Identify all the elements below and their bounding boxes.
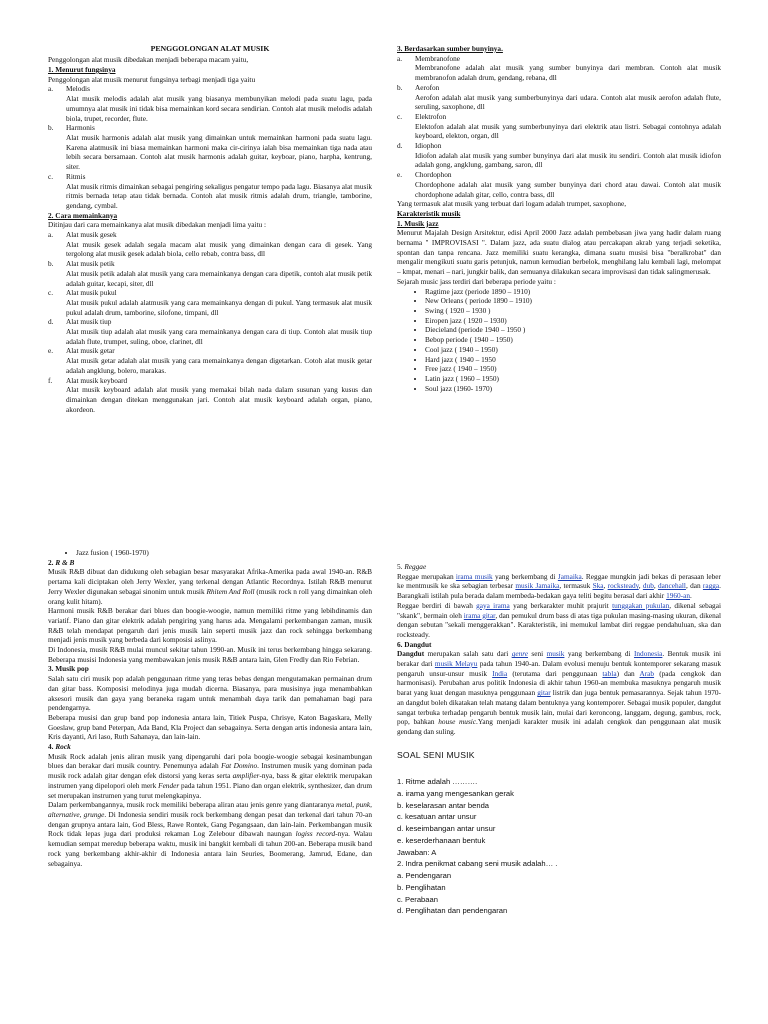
list-item: • Cool jazz ( 1940 – 1950) (425, 345, 721, 355)
inline-link[interactable]: tunggakan pukulan (612, 600, 670, 610)
list-item: • Soul jazz (1960- 1970) (425, 384, 721, 394)
text-run: , termasuk (559, 581, 593, 591)
text-run: house music (438, 717, 477, 727)
list-item-name: Ritmis (66, 171, 86, 181)
list-item-text: Alat musik melodis adalah alat musik yang biasanya membunyikan melodi pada suatu lagu, pada umumnya alat musik ini tidak bisa memainkan kord secara sendirian. Contoh alat musik melodis adalah biola, trupet, recorder, flute. (66, 94, 372, 123)
quiz-line: 2. Indra penikmat cabang seni musik adalah… . (397, 859, 558, 869)
inline-link[interactable]: Arab (639, 668, 655, 678)
list-item (397, 170, 721, 180)
text-run: , dikenal sebagai "skank", bermain oleh (397, 600, 721, 620)
list-item-name: Aerofon (415, 82, 440, 92)
list-marker: c. (397, 111, 403, 121)
text-run: Dangdut (397, 649, 425, 659)
inline-link[interactable]: dancehall (657, 581, 686, 591)
list-item-text: Alat musik ritmis dimainkan sebagai pengiring sekaligus pengatur tempo pada lagu. Biasanya alat musik ritmis bernada tetap atau tidak bernada. Contoh alat musik ritmis adalah drum, triangle, tamborine, gendang, cymbal. (66, 181, 372, 210)
list-item-name: Chordophon (415, 170, 452, 180)
inline-link[interactable]: musik Melayu (434, 659, 478, 669)
list-marker: e. (48, 346, 54, 356)
list-item: • Jazz fusion ( 1960-1970) (76, 548, 372, 558)
jazz-periods-intro: Sejarah music jass terdiri dari beberapa periode yaitu : (397, 276, 556, 286)
quiz-line: e. keserderhanaan bentuk (397, 835, 486, 845)
list-item-text: Alat musik petik adalah alat musik yang cara memainkanya dengan cara dipetik, contoh alat musik petik adalah guitar, kecapi, siter, dll (66, 268, 372, 288)
text-run: pada tahun 1940-an. Dalam evolusi menuju bentuk kontemporer sekarang masuk pengaruh unsur-unsur musik (397, 659, 721, 678)
list-item-text: Elektofon adalah alat musik yang sumberbunyinya dari elektrik atau listri. Sebagai contohnya adalah keyboard, elekton, organ, dll (415, 121, 721, 141)
list-marker: b. (397, 82, 403, 92)
list-item: • Latin jazz ( 1960 – 1950) (425, 374, 721, 384)
text-run: .Yang menjadi karakter musik ini adalah cengkok dan penggunaan alat musik gendang dan suling. (397, 717, 721, 736)
rock-paragraph-2: Dalam perkembangannya, musik rock memiliki beberapa aliran atau jenis genre yang diantaranya metal, punk, alternative, grunge. Di Indonesia sendiri musik rock berkembang dengan pesat dan terkenal dari tahun 70-an dengan grupnya antara lain, God Bless, Rawe Rontek, Gang Pegangsaan, dan lain-lain. Perkembangan musik Rock tidak lepas juga dari produksi rekaman Log Zelebour dibawah naungan logiss record-nya. Walau kemudian sempat meredup beberapa waktu, musik ini bangkit kembali di tahun 200-an. Beberapa musik band rock yang berkembang akhir-akhir di Indonesia antara lain Seuries, Boomerang, Jamrud, Edane, dan sebagainya. (48, 800, 372, 868)
jazz-paragraph: Menurut Majalah Design Arsitektur, edisi April 2000 Jazz adalah pembebasan jiwa yang hadir dalam ruang bernama " IMPROVISASI ". Dalam jazz, ada suatu dialog atau percakapan akrab yang terjadi seketika, spontan dan tanpa rencana. Jazz memiliki suatu kerangka, dimana suatu musisi bisa "beralkrobat" dan mengalir mengikuti suatu garis petunjuk, namun kemudian berbelok, menghilang lalu kembali lagi, melompat – kmpat, menari – nari, jungkir balik, dan semuanya dilakukan secara improvisasi dan tidak salingmerusak. (397, 228, 721, 277)
quiz-line: 1. Ritme adalah ………. (397, 776, 478, 786)
list-item (48, 346, 372, 356)
list-item-text: Alat musik tiup adalah alat musik yang cara memainkanya dengan cara di tiup. Contoh alat musik tiup adalah flute, trumpet, suling, oboe, clarinet, dll (66, 327, 372, 346)
text-run: yang berkarakter muhit prajurit (509, 600, 613, 610)
list-item-text: Idiofon adalah alat musik yang sumber bunyinya dari alat musik itu sendiri. Contoh alat musik idiofon adalah gong, angklung, gambang, saron, dll (415, 150, 721, 170)
section-heading: Karakteristik musik (397, 208, 461, 218)
list-item: • Hard jazz ( 1940 – 1950 (425, 355, 721, 365)
list-item-text: Alat musik getar adalah alat musik yang cara memainkanya dengan digetarkan. Cotoh alat musik getar adalah angklung, bolero, marakas. (66, 356, 372, 375)
list-item-text: Alat musik harmonis adalah alat musik yang dimainkan untuk memainkan harmoni pada suatu lagu. Karena alatmusik ini biasa memainkan harmoni maka cir-cirinya ialah bisa memainkan tiga nada atau lebih secara bersamaan. Contoh alat musik harmonis adalah guitar, keyboar, piano, harpha, kentrung, siter. (66, 132, 372, 172)
text-run: seni (528, 649, 547, 659)
inline-link[interactable]: 1960-an (666, 591, 690, 601)
list-item-name: Alat musik keyboard (66, 375, 128, 385)
column-1 (48, 44, 372, 500)
list-marker: d. (48, 317, 54, 327)
list-item (397, 83, 721, 93)
list-item: • Swing ( 1920 – 1930 ) (425, 306, 721, 316)
text-run: merupakan salah satu dari (424, 649, 512, 659)
text-run: . Reggae mungkin jadi bekas di perasaan leber ke mentmusik ke ska sebagian terbesar (397, 571, 721, 591)
inline-link[interactable]: Ska (592, 581, 604, 591)
column-2 (397, 44, 721, 500)
inline-link[interactable]: irama musik (455, 571, 493, 581)
list-marker: a. (48, 84, 54, 94)
inline-link[interactable]: musik (546, 649, 565, 659)
list-item (397, 54, 721, 64)
list-item-name: Alat musik tiup (66, 317, 112, 327)
list-item-text: Aerofon adalah alat musik yang sumberbunyinya dari udara. Contoh alat musik aerofon adalah flute, seruling, saxophone, dll (415, 92, 721, 112)
list-item (48, 230, 372, 240)
list-item: • Eiropen jazz ( 1920 – 1930) (425, 316, 721, 326)
list-item (48, 84, 372, 94)
list-item (48, 317, 372, 327)
section-heading: 3. Berdasarkan sumber bunyinya. (397, 44, 503, 53)
subsection-heading: 1. Musik jazz (397, 218, 439, 228)
text-run: (terutama dari penggunaan (507, 668, 603, 678)
text-run: . Barangkali istilah pula berada dalam membeda-bedakan gaya teliti begitu berasal dari akhir (397, 581, 721, 601)
inline-link[interactable]: genre (511, 649, 529, 659)
text-run: , (638, 581, 643, 591)
list-item-text: Alat musik pukul adalah alatmusik yang cara memainkanya dengan di pukul. Yang termasuk alat musik pukul adalah drum, tamborine, silofone, timpani, dll (66, 297, 372, 317)
inline-link[interactable]: dub (642, 581, 654, 591)
quiz-line: a. Pendengaran (397, 871, 452, 881)
list-item-text: Chordophone adalah alat musik yang sumber bunyinya dari chord atau dawai. Contoh alat musik chordophone adalah gitar, cello, contra bass, dll (415, 179, 721, 199)
document-title: PENGGOLONGAN ALAT MUSIK (150, 44, 270, 53)
subsection-heading: 5. Reggae (397, 562, 427, 571)
subsection-heading: 3. Musik pop (48, 664, 89, 674)
quiz-line: d. Penglihatan dan pendengaran (397, 906, 508, 916)
text-run: , (603, 581, 608, 591)
quiz-line: c. kesatuan antar unsur (397, 812, 477, 822)
list-item: • Diecieland (periode 1940 – 1950 ) (425, 325, 721, 335)
sound-source-list (397, 54, 721, 200)
text-run: yang berkembang di (564, 649, 634, 659)
quiz-line: b. Penglihatan (397, 882, 446, 892)
list-item-name: Alat musik pukul (66, 288, 117, 298)
jazz-fusion-list (48, 548, 372, 558)
text-run: . (690, 591, 692, 601)
list-item-text: Alat musik keyboard adalah alat musik yang memakai bilah nada dalam susunan yang kusus dan dimainkan dengan ditekan menggunakan jari. Contoh alat musik keyboard adalah organ, piano, akordeon. (66, 385, 372, 414)
inline-link[interactable]: musik Jamaika (515, 581, 560, 591)
text-run: Reggae berdiri di bawah (397, 600, 477, 610)
reggae-paragraph-1 (397, 572, 721, 601)
list-item (48, 376, 372, 386)
text-run: Reggae merupakan (397, 571, 456, 581)
list-item-name: Membranofone (415, 53, 460, 63)
list-item-name: Idiophon (415, 141, 442, 151)
list-marker: c. (48, 171, 54, 181)
inline-link[interactable]: irama gitar (463, 610, 496, 620)
quiz-lines (397, 776, 721, 917)
inline-link[interactable]: rocksteady (607, 581, 639, 591)
subsection-heading: 2. R & B (48, 557, 75, 567)
jazz-period-list (397, 287, 721, 394)
list-item-name: Alat musik petik (66, 259, 115, 269)
inline-link[interactable]: gitar (537, 688, 551, 698)
section-heading: 2. Cara memainkanya (48, 210, 118, 220)
text-run: listrik dan juga bentuk pemasarannya. Sejak tahun 1970-an dangdut boleh dikatakan telah matang dalam bentuknya yang kontemporer. Sebagai musik populer, dangdut sangat terbuka terhadap pengaruh bentuk musik lain, mulai dari keroncong, langgam, degung, gambus, rock, pop, bahkan (397, 688, 721, 727)
list-item-text: Membranofone adalah alat musik yang sumber bunyinya dari membran. Contoh alat musik membranofon adalah drum, gendang, rebana, dll (415, 63, 721, 83)
inline-link[interactable]: tabla (602, 668, 617, 678)
list-marker: e. (397, 170, 403, 180)
list-item: • Bebop periode ( 1940 – 1950) (425, 335, 721, 345)
text-run: , (653, 581, 658, 591)
pop-paragraph-2: Beberapa musisi dan grup band pop indonesia antara lain, Titiek Puspa, Chrisye, Katon Bagaskara, Melly Goeslaw, grup band Peterpan, Ada Band, Kla Project dan sebagainya. Serta dengan artis indonesia antara lain, Kris dayanti, Ari laso, Ruth Sahanaya, dan lain-lain. (48, 712, 372, 742)
subsection-heading: 4. Rock (48, 742, 71, 752)
subsection-heading: 6. Dangdut (397, 639, 432, 649)
rb-paragraph-2: Harmoni musik R&B berakar dari blues dan boogie-woogie, namun memiliki ritme yang lebihdinamis dan variatif. Piano dan gitar elektrik adalah pengiring yang harus ada. Mengalami perkembangan zaman, musik R&B telah mendapat pengaruh dari jenis musik lain seperti musik jazz dan rock sehingga berkembang menjadi jenis musik yang berbeda dari komposisi aslinya. (48, 606, 372, 645)
list-item-name: Alat musik gesek (66, 230, 117, 240)
list-item: • Ragtime jazz (periode 1890 – 1910) (425, 287, 721, 297)
list-item (397, 141, 721, 151)
function-list (48, 84, 372, 210)
list-marker: d. (397, 141, 403, 151)
column-4 (397, 562, 721, 1002)
quiz-line: b. keselarasan antar benda (397, 800, 490, 810)
quiz-line: Jawaban: A (397, 847, 437, 857)
list-marker: c. (48, 288, 54, 298)
text-run: ) dan (616, 668, 640, 678)
list-item-name: Harmonis (66, 123, 95, 133)
list-marker: a. (397, 53, 403, 63)
list-item (48, 123, 372, 133)
list-item (48, 172, 372, 182)
metal-note: Yang termasuk alat musik yang terbuat dari logam adalah trumpet, saxophone, (397, 199, 627, 209)
reggae-paragraph-2 (397, 601, 721, 640)
section-intro: Ditinjau dari cara memainkanya alat musik dibedakan menjadi lima yaitu : (48, 220, 267, 230)
quiz-line: c. Perabaan (397, 894, 438, 904)
list-item-name: Elektrofon (415, 111, 447, 121)
inline-link[interactable]: ragga (702, 581, 720, 591)
list-marker: b. (48, 259, 54, 269)
inline-link[interactable]: gaya irama (476, 600, 510, 610)
list-item-name: Alat musik getar (66, 346, 115, 356)
list-item (48, 259, 372, 269)
inline-link[interactable]: Indonesia (633, 649, 663, 659)
quiz-section (397, 749, 721, 918)
intro-text: Penggolongan alat musik dibedakan menjadi beberapa macam yaitu, (48, 55, 249, 65)
text-run: , dan (685, 581, 703, 591)
text-run: , dan pemukul drum bass di atas tiga pukulan masing-masing ukuran, dikenal dengan sebutan "sekali menggerakkan". Karakteristik, ini memukul lambat diri reggae pendahuluan, ska dan rocksteady. (397, 610, 721, 639)
list-marker: f. (48, 375, 53, 385)
section-intro: Penggolongan alat musik menurut fungsinya terbagi menjadi tiga yaitu (48, 74, 256, 84)
rb-paragraph-1: Musik R&B dibuat dan didukung oleh sebagian besar masyarakat Afrika-Amerika pada awal 1940-an. R&B pertama kali diciptakan oleh Jerry Wexler, yang terkenal dengan Atlantic Recordnya. Istilah R&B menurut Jerry Wexler digunakan sebagai sinonim untuk musik Rhitem And Roll (musik rock n roll yang dimainkan oleh orang kulit hitam). (48, 567, 372, 606)
list-item (48, 288, 372, 298)
list-item (397, 112, 721, 122)
list-item-name: Melodis (66, 84, 90, 94)
list-item: • Free jazz ( 1940 – 1950) (425, 364, 721, 374)
text-run: . Bentuk musik ini berakar dari (397, 649, 721, 669)
quiz-line: a. irama yang mengesankan gerak (397, 788, 514, 798)
pop-paragraph-1: Salah satu ciri musik pop adalah penggunaan ritme yang teras bebas dengan mengutamakan permainan drum dan gitar bass. Komposisi melodinya juga mudah dicerna. Biasanya, para musisinya juga menambahkan aksesori musik dan gaya yang beraneka ragam untuk menambah daya tarik dan pemahaman bagi para pendengarnya. (48, 674, 372, 713)
text-run: (pada cengkok dan harmonisasi). Perubahan arus politik Indonesia di akhir tahun 1960-an membuka masuknya pengaruh musik barat yang kuat dengan masuknya penggunaan (397, 668, 721, 698)
rock-paragraph-1: Musik Rock adalah jenis aliran musik yang dipengaruhi dari pola boogie-woogie sebagai kesinambungan blues dan berakar dari musik country. Penemunya adalah Fat Domino. Instrumen musik yang dominan pada musik rock adalah gitar dengan efek distorsi yang keras serta amplifier-nya, bass & gitar elektrik merupakan instrumen yang dipelopori oleh merk Fender pada tahun 1951. Piano dan organ elektrik, synthesizer, dan drum set merupakan instrumen yang turut melengkapinya. (48, 751, 372, 800)
column-3 (48, 548, 372, 998)
list-item: • New Orleans ( periode 1890 – 1910) (425, 296, 721, 306)
list-marker: b. (48, 123, 54, 133)
text-run: yang berkembang di (492, 571, 558, 581)
list-item-text: Alat musik gesek adalah segala macam alat musik yang dimainkan dengan cara di gesek. Yang tergolong alat musik gesek adalah biola, cello rebab, contra bass, dll (66, 239, 372, 259)
list-marker: a. (48, 230, 54, 240)
quiz-title: SOAL SENI MUSIK (397, 749, 475, 760)
inline-link[interactable]: India (492, 668, 508, 678)
rb-paragraph-3: Di Indonesia, musik R&B mulai muncul sekitar tahun 1990-an. Musik ini terus berkembang hingga sekarang. Beberapa musisi Indonesia yang membawakan jenis musik R&B antara lain, Glen Fredly dan Rio Febrian. (48, 645, 372, 664)
quiz-line: d. keseimbangan antar unsur (397, 824, 496, 834)
section-heading: 1. Menurut fungsinya (48, 65, 116, 75)
inline-link[interactable]: Jamaika (557, 571, 582, 581)
playing-method-list (48, 230, 372, 414)
dangdut-paragraph (397, 649, 721, 736)
